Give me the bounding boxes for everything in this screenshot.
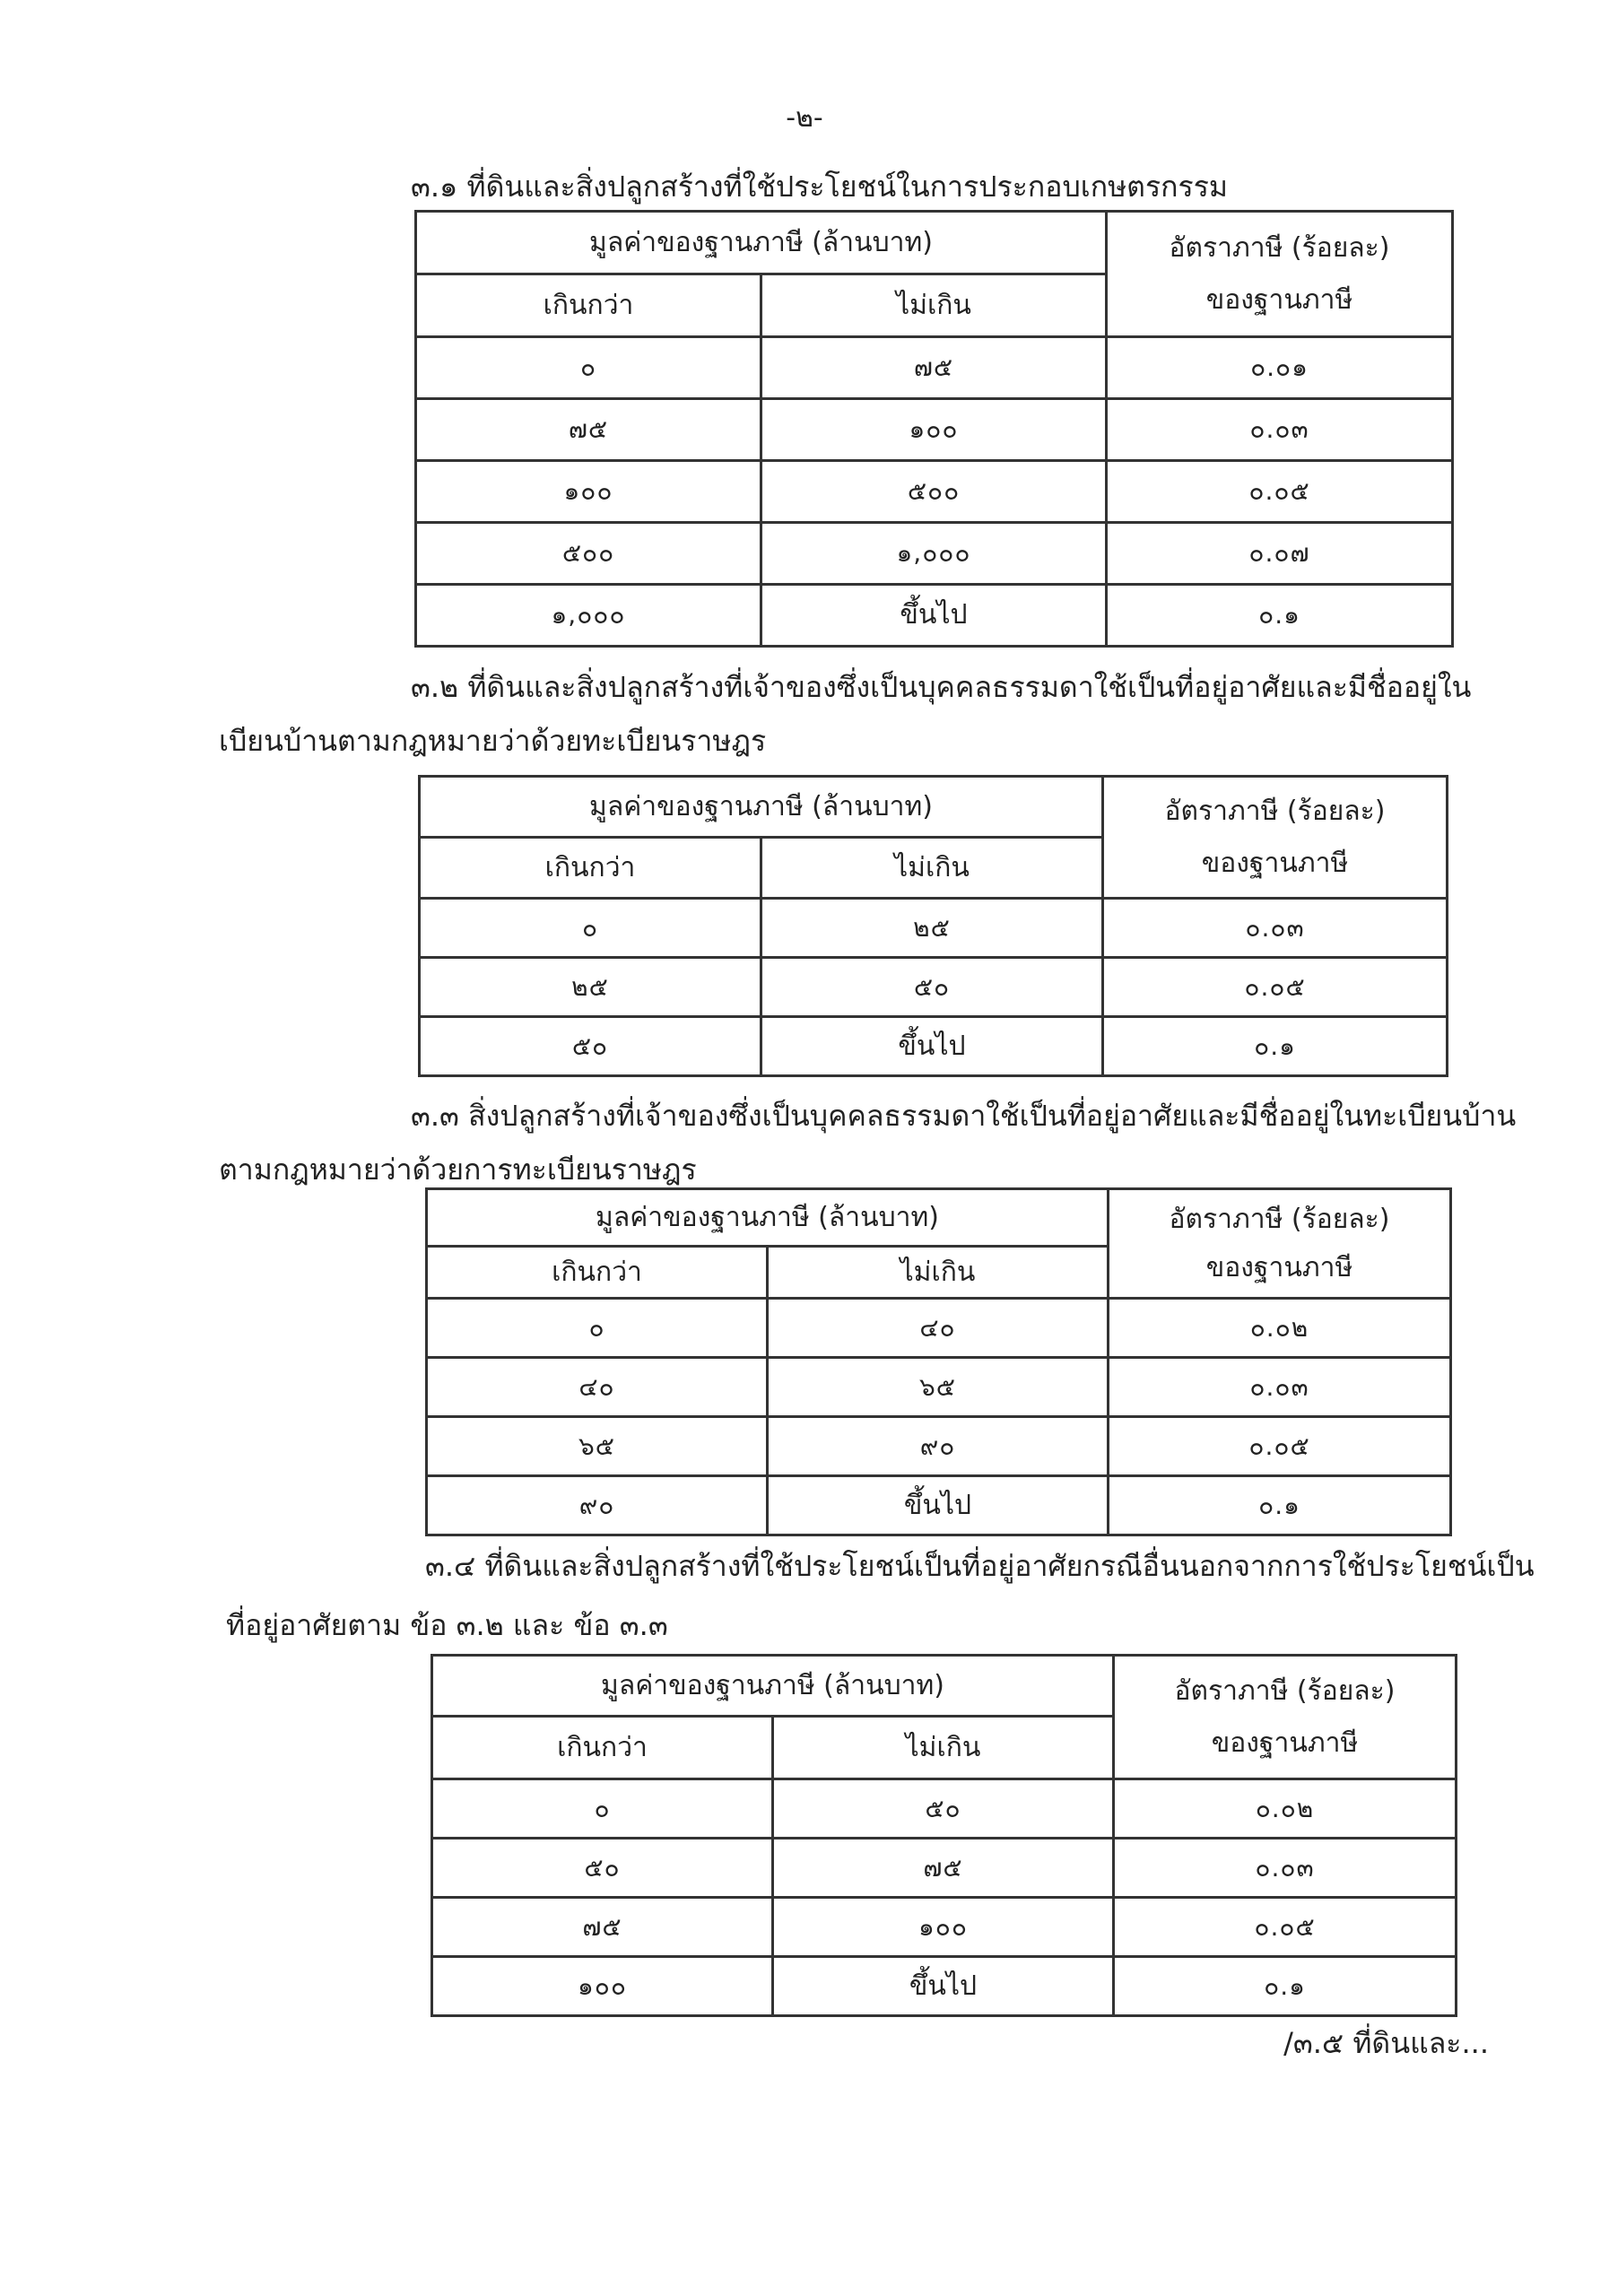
header-rate [1103, 777, 1448, 899]
section-3-2-table [418, 775, 1448, 1077]
header-rate-line1: อัตราภาษี (ร้อยละ) [1164, 795, 1386, 827]
header-rate-line1: อัตราภาษี (ร้อยละ) [1174, 1674, 1396, 1707]
not-exceed-cell: ๗๕ [761, 337, 1107, 399]
not-exceed-cell: ขึ้นไป [761, 585, 1107, 647]
rate-cell: ๐.๑ [1107, 585, 1453, 647]
header-not-exceed: ไม่เกิน [761, 838, 1103, 899]
not-exceed-cell: ๕๐ [773, 1779, 1114, 1839]
section-3-3-heading-line2: ตามกฎหมายว่าด้วยการทะเบียนราษฎร [219, 1152, 697, 1187]
table-row [427, 1417, 1451, 1476]
header-not-exceed: ไม่เกิน [761, 274, 1107, 337]
not-exceed-cell: ๔๐ [768, 1299, 1109, 1358]
rate-cell: ๐.๐๓ [1103, 899, 1448, 958]
header-not-exceed: ไม่เกิน [773, 1717, 1114, 1779]
exceed-cell: ๗๕ [432, 1898, 773, 1957]
header-rate-line2: ของฐานภาษี [1205, 1251, 1353, 1283]
not-exceed-cell: ขึ้นไป [761, 1017, 1103, 1076]
table-row [420, 899, 1448, 958]
header-exceed: เกินกว่า [416, 274, 761, 337]
not-exceed-cell: ๑,๐๐๐ [761, 523, 1107, 585]
header-base-value: มูลค่าของฐานภาษี (ล้านบาท) [427, 1189, 1109, 1247]
header-rate-line1: อัตราภาษี (ร้อยละ) [1169, 231, 1390, 264]
rate-cell: ๐.๑ [1114, 1957, 1457, 2016]
rate-cell: ๐.๐๒ [1109, 1299, 1451, 1358]
not-exceed-cell: ๗๕ [773, 1839, 1114, 1898]
exceed-cell: ๐ [432, 1779, 773, 1839]
not-exceed-cell: ๕๐๐ [761, 461, 1107, 523]
rate-cell: ๐.๐๕ [1109, 1417, 1451, 1476]
header-exceed: เกินกว่า [427, 1247, 768, 1299]
page-number: -๒- [786, 102, 823, 134]
section-3-1-table [414, 210, 1454, 648]
exceed-cell: ๐ [416, 337, 761, 399]
not-exceed-cell: ๕๐ [761, 958, 1103, 1017]
not-exceed-cell: ขึ้นไป [768, 1476, 1109, 1535]
header-rate-line2: ของฐานภาษี [1205, 283, 1353, 316]
section-3-4-table [431, 1654, 1457, 2017]
table-row [416, 461, 1453, 523]
table-row [416, 399, 1453, 461]
not-exceed-cell: ๑๐๐ [761, 399, 1107, 461]
table-row [427, 1358, 1451, 1417]
table-row [432, 1957, 1457, 2016]
header-not-exceed: ไม่เกิน [768, 1247, 1109, 1299]
exceed-cell: ๗๕ [416, 399, 761, 461]
rate-cell: ๐.๐๕ [1107, 461, 1453, 523]
table-row [420, 958, 1448, 1017]
table-row [432, 1898, 1457, 1957]
header-exceed: เกินกว่า [432, 1717, 773, 1779]
header-rate-line1: อัตราภาษี (ร้อยละ) [1169, 1203, 1390, 1235]
section-3-3-heading-line1: ๓.๓ สิ่งปลูกสร้างที่เจ้าของซึ่งเป็นบุคคลธรรมดาใช้เป็นที่อยู่อาศัยและมีชื่ออยู่ในทะเบียนบ้าน [411, 1099, 1517, 1133]
not-exceed-cell: ๑๐๐ [773, 1898, 1114, 1957]
rate-cell: ๐.๐๑ [1107, 337, 1453, 399]
rate-cell: ๐.๐๒ [1114, 1779, 1457, 1839]
rate-cell: ๐.๐๗ [1107, 523, 1453, 585]
section-3-2-heading-line1: ๓.๒ ที่ดินและสิ่งปลูกสร้างที่เจ้าของซึ่งเป็นบุคคลธรรมดาใช้เป็นที่อยู่อาศัยและมีชื่ออยู่ใน [411, 670, 1472, 704]
rate-cell: ๐.๐๓ [1114, 1839, 1457, 1898]
table-row [427, 1476, 1451, 1535]
table-row [416, 523, 1453, 585]
exceed-cell: ๐ [420, 899, 761, 958]
rate-cell: ๐.๑ [1103, 1017, 1448, 1076]
table-row [432, 1779, 1457, 1839]
exceed-cell: ๖๕ [427, 1417, 768, 1476]
header-base-value: มูลค่าของฐานภาษี (ล้านบาท) [416, 212, 1107, 274]
table-row [427, 1299, 1451, 1358]
rate-cell: ๐.๐๓ [1109, 1358, 1451, 1417]
exceed-cell: ๕๐ [432, 1839, 773, 1898]
exceed-cell: ๕๐ [420, 1017, 761, 1076]
header-rate [1109, 1189, 1451, 1299]
header-rate-line2: ของฐานภาษี [1211, 1726, 1359, 1759]
continuation-note: /๓.๕ ที่ดินและ... [1283, 2026, 1489, 2060]
header-rate-line2: ของฐานภาษี [1201, 847, 1349, 879]
not-exceed-cell: ๒๕ [761, 899, 1103, 958]
section-3-3-table [425, 1187, 1452, 1536]
exceed-cell: ๑,๐๐๐ [416, 585, 761, 647]
section-3-4-heading-line2: ที่อยู่อาศัยตาม ข้อ ๓.๒ และ ข้อ ๓.๓ [226, 1608, 668, 1642]
exceed-cell: ๕๐๐ [416, 523, 761, 585]
rate-cell: ๐.๐๕ [1103, 958, 1448, 1017]
exceed-cell: ๔๐ [427, 1358, 768, 1417]
table-row [416, 337, 1453, 399]
header-exceed: เกินกว่า [420, 838, 761, 899]
exceed-cell: ๙๐ [427, 1476, 768, 1535]
table-row [420, 1017, 1448, 1076]
exceed-cell: ๑๐๐ [416, 461, 761, 523]
rate-cell: ๐.๐๕ [1114, 1898, 1457, 1957]
header-base-value: มูลค่าของฐานภาษี (ล้านบาท) [420, 777, 1103, 838]
table-row [416, 585, 1453, 647]
exceed-cell: ๒๕ [420, 958, 761, 1017]
exceed-cell: ๑๐๐ [432, 1957, 773, 2016]
header-rate [1107, 212, 1453, 337]
not-exceed-cell: ขึ้นไป [773, 1957, 1114, 2016]
section-3-2-heading-line2: เบียนบ้านตามกฎหมายว่าด้วยทะเบียนราษฎร [219, 724, 767, 758]
header-base-value: มูลค่าของฐานภาษี (ล้านบาท) [432, 1656, 1114, 1717]
section-3-1-heading: ๓.๑ ที่ดินและสิ่งปลูกสร้างที่ใช้ประโยชน์ในการประกอบเกษตรกรรม [411, 170, 1228, 204]
rate-cell: ๐.๐๓ [1107, 399, 1453, 461]
table-row [432, 1839, 1457, 1898]
exceed-cell: ๐ [427, 1299, 768, 1358]
not-exceed-cell: ๙๐ [768, 1417, 1109, 1476]
section-3-4-heading-line1: ๓.๔ ที่ดินและสิ่งปลูกสร้างที่ใช้ประโยชน์เป็นที่อยู่อาศัยกรณีอื่นนอกจากการใช้ประโยชน์เป็น [425, 1549, 1535, 1583]
rate-cell: ๐.๑ [1109, 1476, 1451, 1535]
header-rate [1114, 1656, 1457, 1779]
not-exceed-cell: ๖๕ [768, 1358, 1109, 1417]
